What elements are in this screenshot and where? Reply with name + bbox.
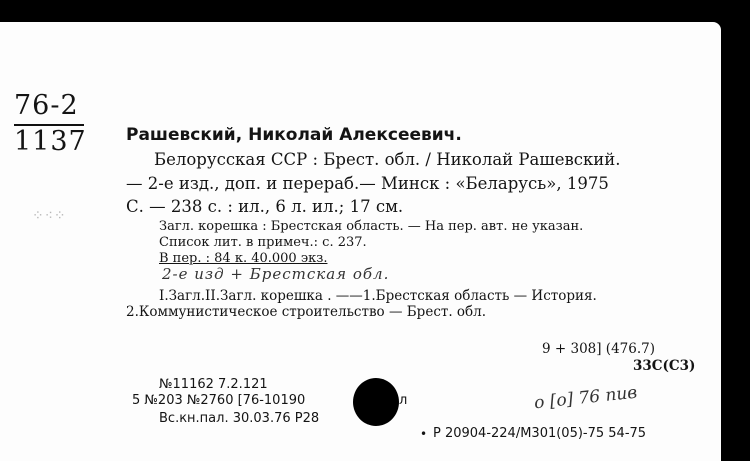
record-line2: 5 №203 №2760 [76-10190 — [132, 393, 306, 408]
title-line3: С. — 238 с. : ил., 6 л. ил.; 17 см. — [126, 197, 404, 216]
classification-line2: 33С(С3) — [633, 358, 696, 374]
subjects-line1: I.Загл.II.Загл. корешка . ——1.Брестская область — История. — [159, 288, 597, 304]
author-heading: Рашевский, Николай Алексеевич. — [126, 125, 462, 145]
shelfmark-line2: 1137 — [14, 126, 87, 157]
title-line1: Белорусская ССР : Брест. обл. / Николай Рашевский. — [154, 150, 621, 169]
handwritten-signature: о [о] 76 пив — [533, 382, 639, 414]
catalog-number: Р 20904-224/М301(05)-75 54-75 — [433, 426, 647, 441]
shelfmark-line1: 76-2 — [14, 90, 79, 121]
ink-blot — [353, 378, 399, 426]
price-line: В пер. : 84 к. 40.000 экз. — [159, 251, 328, 266]
note-line1: Загл. корешка : Брестская область. — На пер. авт. не указан. — [159, 219, 584, 234]
bullet-mark: • — [420, 427, 428, 441]
note-line2: Список лит. в примеч.: с. 237. — [159, 235, 367, 250]
margin-smudge: ⁘⁖⁘ — [32, 208, 67, 224]
handwritten-note: 2-е изд + Брестская обл. — [162, 265, 390, 283]
subjects-line2: 2.Коммунистическое строительство — Брест. обл. — [126, 304, 487, 320]
record-line2-tail: л — [399, 393, 408, 408]
catalog-card — [0, 22, 721, 461]
classification-line1: 9 + 308] (476.7) — [542, 341, 655, 357]
record-line3: Вс.кн.пал. 30.03.76 Р28 — [159, 411, 320, 426]
record-line1: №11162 7.2.121 — [159, 377, 268, 392]
title-line2: — 2-е изд., доп. и перераб.— Минск : «Беларусь», 1975 — [126, 174, 609, 193]
